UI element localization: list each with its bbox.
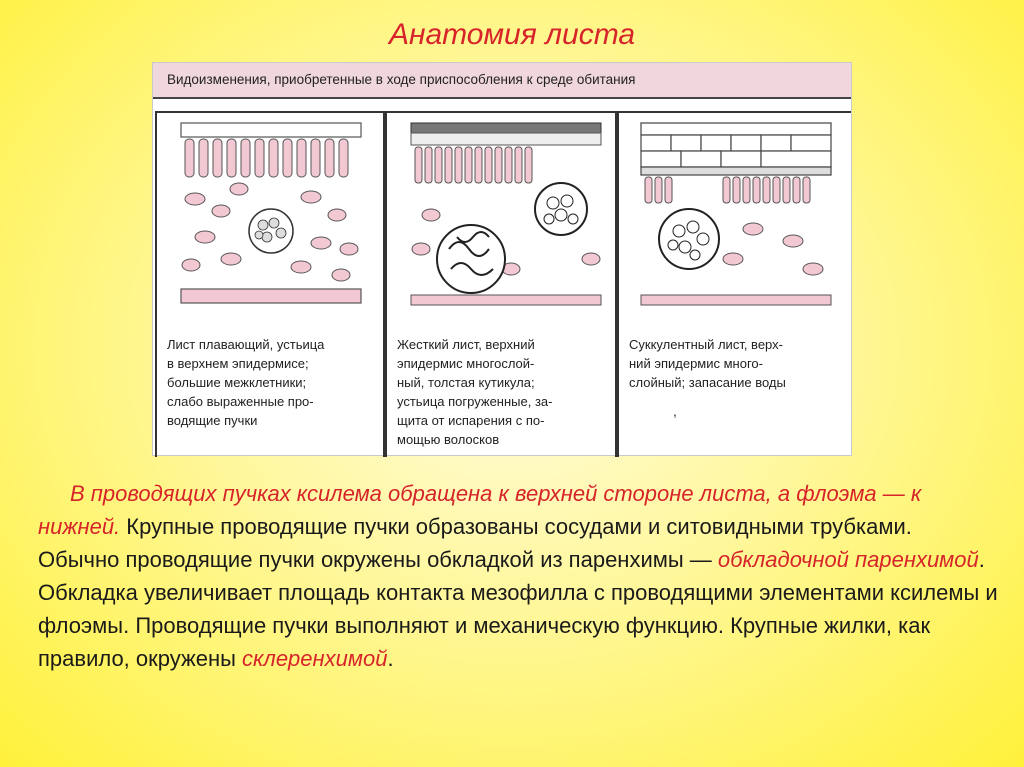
body-text-part3: . bbox=[387, 646, 394, 671]
panel-caption: Суккулентный лист, верх- ний эпидермис много- слойный; запасание воды bbox=[629, 337, 786, 390]
stray-mark: , bbox=[673, 403, 677, 419]
succulent-leaf-illustration bbox=[623, 119, 845, 319]
panel-caption: Лист плавающий, устьица в верхнем эпидермисе; большие межклетники; слабо выраженные про- водящие пучки bbox=[167, 337, 325, 428]
body-text-part1: Крупные проводящие пучки образованы сосудами и ситовидными трубками. Обычно проводящие пучки окружены обкладкой из паренхимы — bbox=[38, 514, 912, 572]
highlight-bundle-sheath: обкладочной паренхимой bbox=[717, 547, 979, 572]
panel-floating-leaf bbox=[155, 111, 385, 457]
floating-leaf-illustration bbox=[161, 119, 383, 319]
body-text bbox=[38, 477, 998, 675]
figure-header: Видоизменения, приобретенные в ходе приспособления к среде обитания bbox=[153, 63, 851, 99]
hard-leaf-illustration bbox=[391, 119, 613, 319]
panel-succulent-leaf bbox=[617, 111, 851, 457]
page-title: Анатомия листа bbox=[388, 18, 636, 51]
panel-hard-leaf bbox=[385, 111, 617, 457]
body-text-part2: . Обкладка увеличивает площадь контакта мезофилла с проводящими элементами ксилемы и флоэмы. Проводящие пучки выполняют и механическую функцию. Крупные жилки, как правило, окружены bbox=[38, 547, 998, 671]
highlight-sclerenchyma: склеренхимой bbox=[242, 646, 388, 671]
leaf-anatomy-figure bbox=[152, 62, 852, 456]
panel-caption: Жесткий лист, верхний эпидермис многослой- ный, толстая кутикула; устьица погруженные, за- щита от испарения с по- мощью волосков bbox=[397, 337, 553, 447]
highlight-xylem-phloem: В проводящих пучках ксилема обращена к верхней стороне листа, а флоэма — к нижней. bbox=[38, 481, 922, 539]
